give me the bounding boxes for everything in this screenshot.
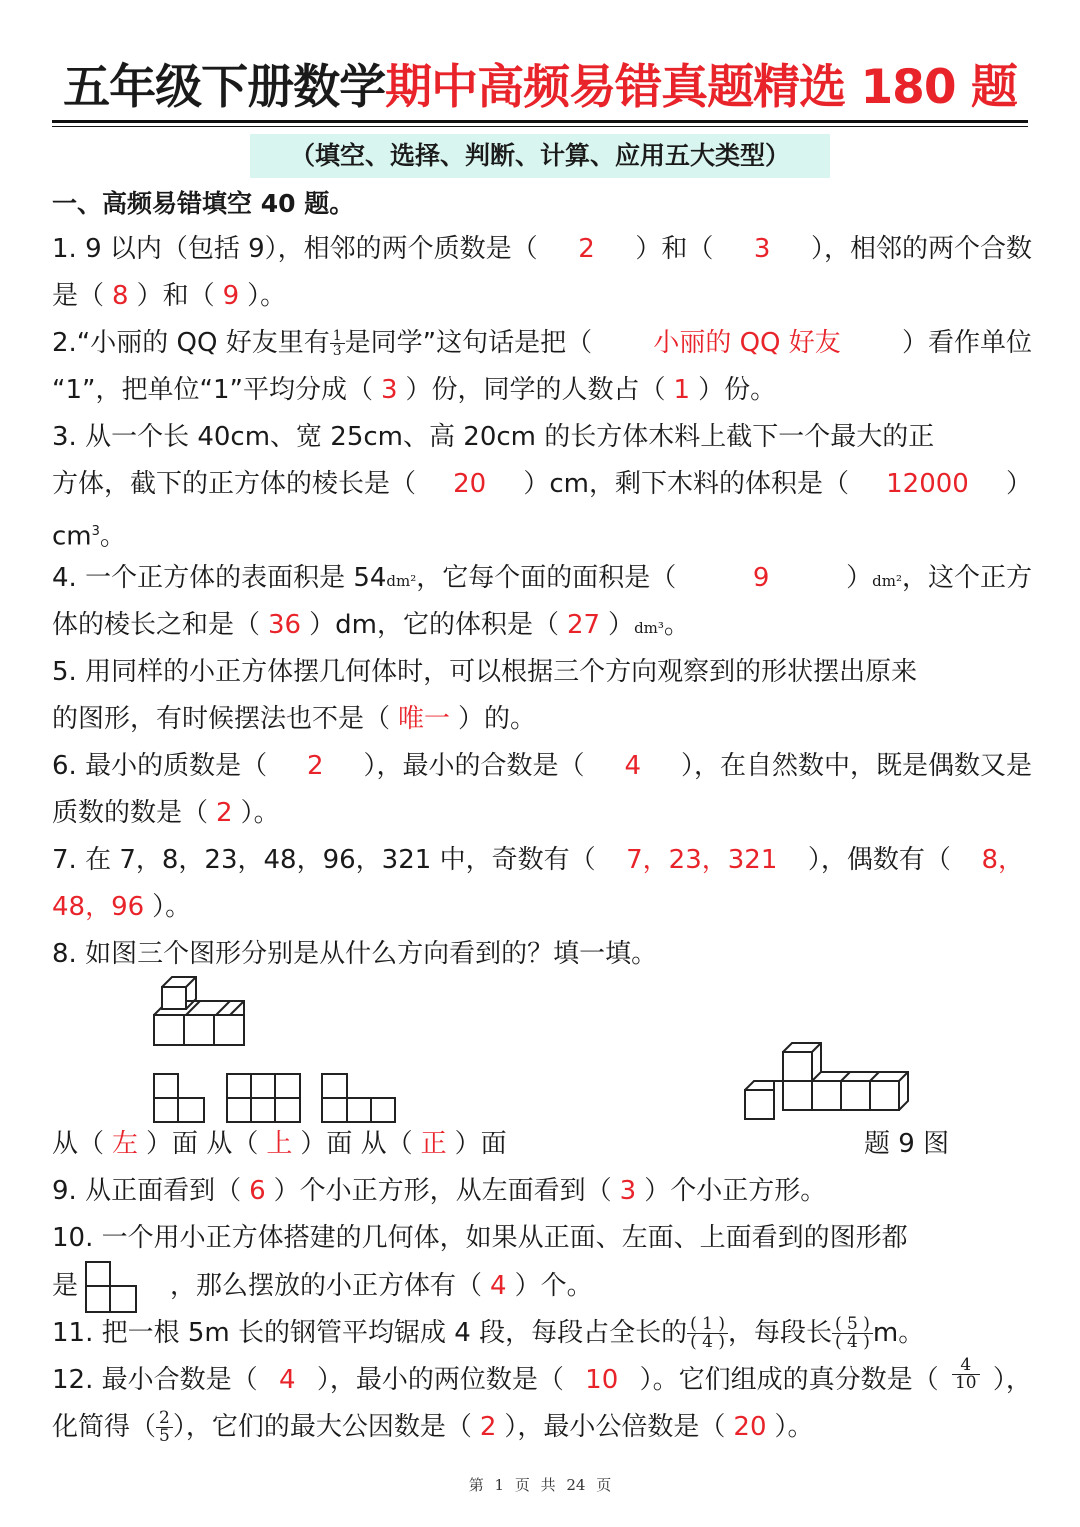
- q4-line-1: 4. 一个正方体的表面积是 54dm²，它每个面的面积是（ 9 ）dm²，这个正方: [52, 555, 1032, 602]
- answer: 2: [216, 798, 233, 828]
- q3-line-1: 3. 从一个长 40cm、宽 25cm、高 20cm 的长方体木料上截下一个最大的正: [52, 422, 935, 452]
- q5-line-2: 的图形，有时候摆法也不是（ 唯一 ）的。: [52, 704, 537, 734]
- answer: 8，: [981, 845, 1024, 875]
- answer: 2: [479, 1412, 497, 1442]
- answer: 20: [733, 1412, 767, 1442]
- answer: 9: [222, 281, 240, 311]
- q9-figure-caption: 题 9 图: [864, 1129, 950, 1159]
- answer: 27: [566, 610, 601, 640]
- q12-line-2: 化简得（ $\frac{2}{5}$ ），它们的最大公因数是（ 2 ），最小公倍数是（ 20 ）。: [52, 1408, 814, 1446]
- q12-line-1: 12. 最小合数是（ 4 ），最小的两位数是（ 10 ）。它们组成的真分数是（ $\frac{4}{10}$ ），: [52, 1357, 1032, 1404]
- fraction: $\frac{1}{3}$: [330, 329, 345, 358]
- q8-line-1: 8. 如图三个图形分别是从什么方向看到的？填一填。: [52, 939, 658, 969]
- q5-line-1: 5. 用同样的小正方体摆几何体时，可以根据三个方向观察到的形状摆出原来: [52, 657, 918, 687]
- q2-line-2: “1”，把单位“1”平均分成（ 3 ）份，同学的人数占（ 1 ）份。: [52, 375, 777, 405]
- answer: 上: [266, 1129, 293, 1159]
- answer: 3: [619, 1176, 637, 1206]
- subtitle-banner: （填空、选择、判断、计算、应用五大类型）: [250, 134, 830, 178]
- q4-line-2: 体的棱长之和是（ 36 ）dm，它的体积是（ 27 ）dm³。: [52, 610, 690, 640]
- answer: 2: [578, 234, 595, 264]
- q8-3d-figure: [154, 977, 244, 1045]
- fraction: $\frac{( 5 )}{( 4 )}$: [832, 1316, 873, 1351]
- answer: 20: [453, 469, 487, 499]
- answer: 36: [268, 610, 302, 640]
- answer: 12000: [886, 469, 969, 499]
- answer: 正: [420, 1129, 447, 1159]
- q8-top-view: [227, 1074, 300, 1122]
- page-footer: 第 1 页 共 24 页: [468, 1476, 612, 1494]
- q9-3d-figure: [745, 1043, 908, 1119]
- answer: 4: [490, 1271, 507, 1301]
- section-heading: 一、高频易错填空 40 题。: [52, 189, 355, 218]
- q10-line-1: 10. 一个用小正方体搭建的几何体，如果从正面、左面、上面看到的图形都: [52, 1223, 908, 1253]
- q10-line-2: 是 ，那么摆放的小正方体有（ 4 ）个。: [52, 1271, 593, 1301]
- q3-line-3: $cm^3$。: [52, 521, 126, 552]
- fraction: $\frac{4}{10}$: [952, 1357, 980, 1404]
- q8-front-view: [322, 1074, 395, 1122]
- answer: 7，23，321: [626, 845, 778, 875]
- answer: 3: [380, 375, 398, 405]
- answer: 小丽的 QQ 好友: [653, 328, 841, 358]
- q9-line-1: 9. 从正面看到（ 6 ）个小正方形，从左面看到（ 3 ）个小正方形。: [52, 1176, 827, 1206]
- fraction: $\frac{2}{5}$: [156, 1410, 173, 1445]
- title-prefix: 五年级下册数学: [63, 60, 386, 115]
- answer: 1: [673, 375, 691, 405]
- answer: 9: [752, 563, 770, 593]
- answer: 4: [624, 751, 641, 781]
- q11-line-1: 11. 把一根 5m 长的钢管平均锯成 4 段，每段占全长的 $\frac{( 1 )}{( 4 )}$ ，每段长 $\frac{( 5 )}{( 4 )}$ m。: [52, 1314, 925, 1352]
- q6-line-2: 质数的数是（ 2 ）。: [52, 798, 280, 828]
- q7-line-1: 7. 在 7，8，23，48，96，321 中，奇数有（ 7，23，321 ），偶数有（ 8，: [52, 837, 1032, 884]
- q3-line-2: 方体，截下的正方体的棱长是（ 20 ）cm，剩下木料的体积是（ 12000 ）: [52, 461, 1032, 508]
- answer: 2: [307, 751, 324, 781]
- answer: 左: [112, 1129, 139, 1159]
- q2-line-1: 2.“小丽的 QQ 好友里有 $\frac{1}{3}$ 是同学”这句话是把（ 小丽的 QQ 好友 ）看作单位: [52, 320, 1032, 367]
- q1-line-2: 是（ 8 ）和（ 9 ）。: [52, 281, 287, 311]
- q7-line-2: 48，96 ）。: [52, 892, 192, 922]
- answer: 3: [753, 234, 771, 264]
- q6-line-1: 6. 最小的质数是（ 2 ），最小的合数是（ 4 ），在自然数中，既是偶数又是: [52, 743, 1032, 790]
- answer: 6: [249, 1176, 266, 1206]
- title-highlight: 期中高频易错真题精选 180 题: [385, 60, 1017, 115]
- answer: 10: [585, 1365, 619, 1395]
- fraction: $\frac{( 1 )}{( 4 )}$: [687, 1316, 728, 1351]
- answer: 8: [112, 281, 129, 311]
- q1-line-1: 1. 9 以内（包括 9），相邻的两个质数是（ 2 ）和（ 3 ），相邻的两个合数: [52, 226, 1032, 273]
- answer: 4: [278, 1365, 296, 1395]
- q8-left-view: [154, 1074, 204, 1122]
- answer: 唯一: [398, 704, 451, 734]
- q8-answer-line: 从（ 左 ）面 从（ 上 ）面 从（ 正 ）面: [52, 1129, 507, 1159]
- answer: 48，96: [52, 892, 145, 922]
